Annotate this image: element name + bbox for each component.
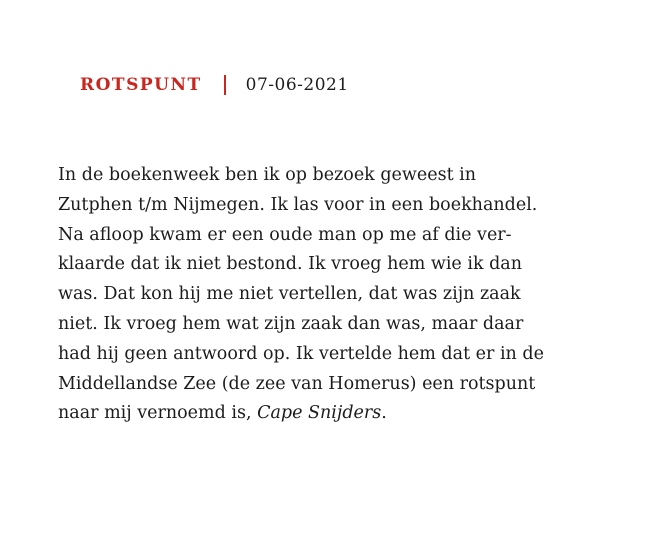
article-line: klaarde dat ik niet bestond. Ik vroeg hem wie ik dan: [58, 254, 523, 275]
article-line: was. Dat kon hij me niet vertellen, dat was zijn zaak: [58, 284, 521, 305]
article-line: had hij geen antwoord op. Ik vertelde hem dat er in de: [58, 343, 544, 364]
emphasis-text: Cape Snijders: [257, 403, 382, 424]
article-header: [80, 68, 349, 102]
article-last-line: [58, 399, 618, 429]
end-punctuation: .: [381, 403, 387, 424]
section-title: ROTSPUNT: [80, 75, 202, 95]
article-line: niet. Ik vroeg hem wat zijn zaak dan was, maar daar: [58, 313, 524, 334]
article-line: Na afloop kwam er een oude man op me af die ver-: [58, 224, 512, 245]
article-body: [58, 161, 618, 429]
article-line: Zutphen t/m Nijmegen. Ik las voor in een boekhandel.: [58, 194, 538, 215]
article-line: In de boekenweek ben ik op bezoek geweest in: [58, 165, 477, 185]
header-divider: [224, 75, 226, 95]
publication-date: 07-06-2021: [245, 75, 349, 95]
article-line: Middellandse Zee (de zee van Homerus) een rotspunt: [58, 373, 536, 394]
last-line-text: naar mij vernoemd is,: [58, 403, 258, 424]
